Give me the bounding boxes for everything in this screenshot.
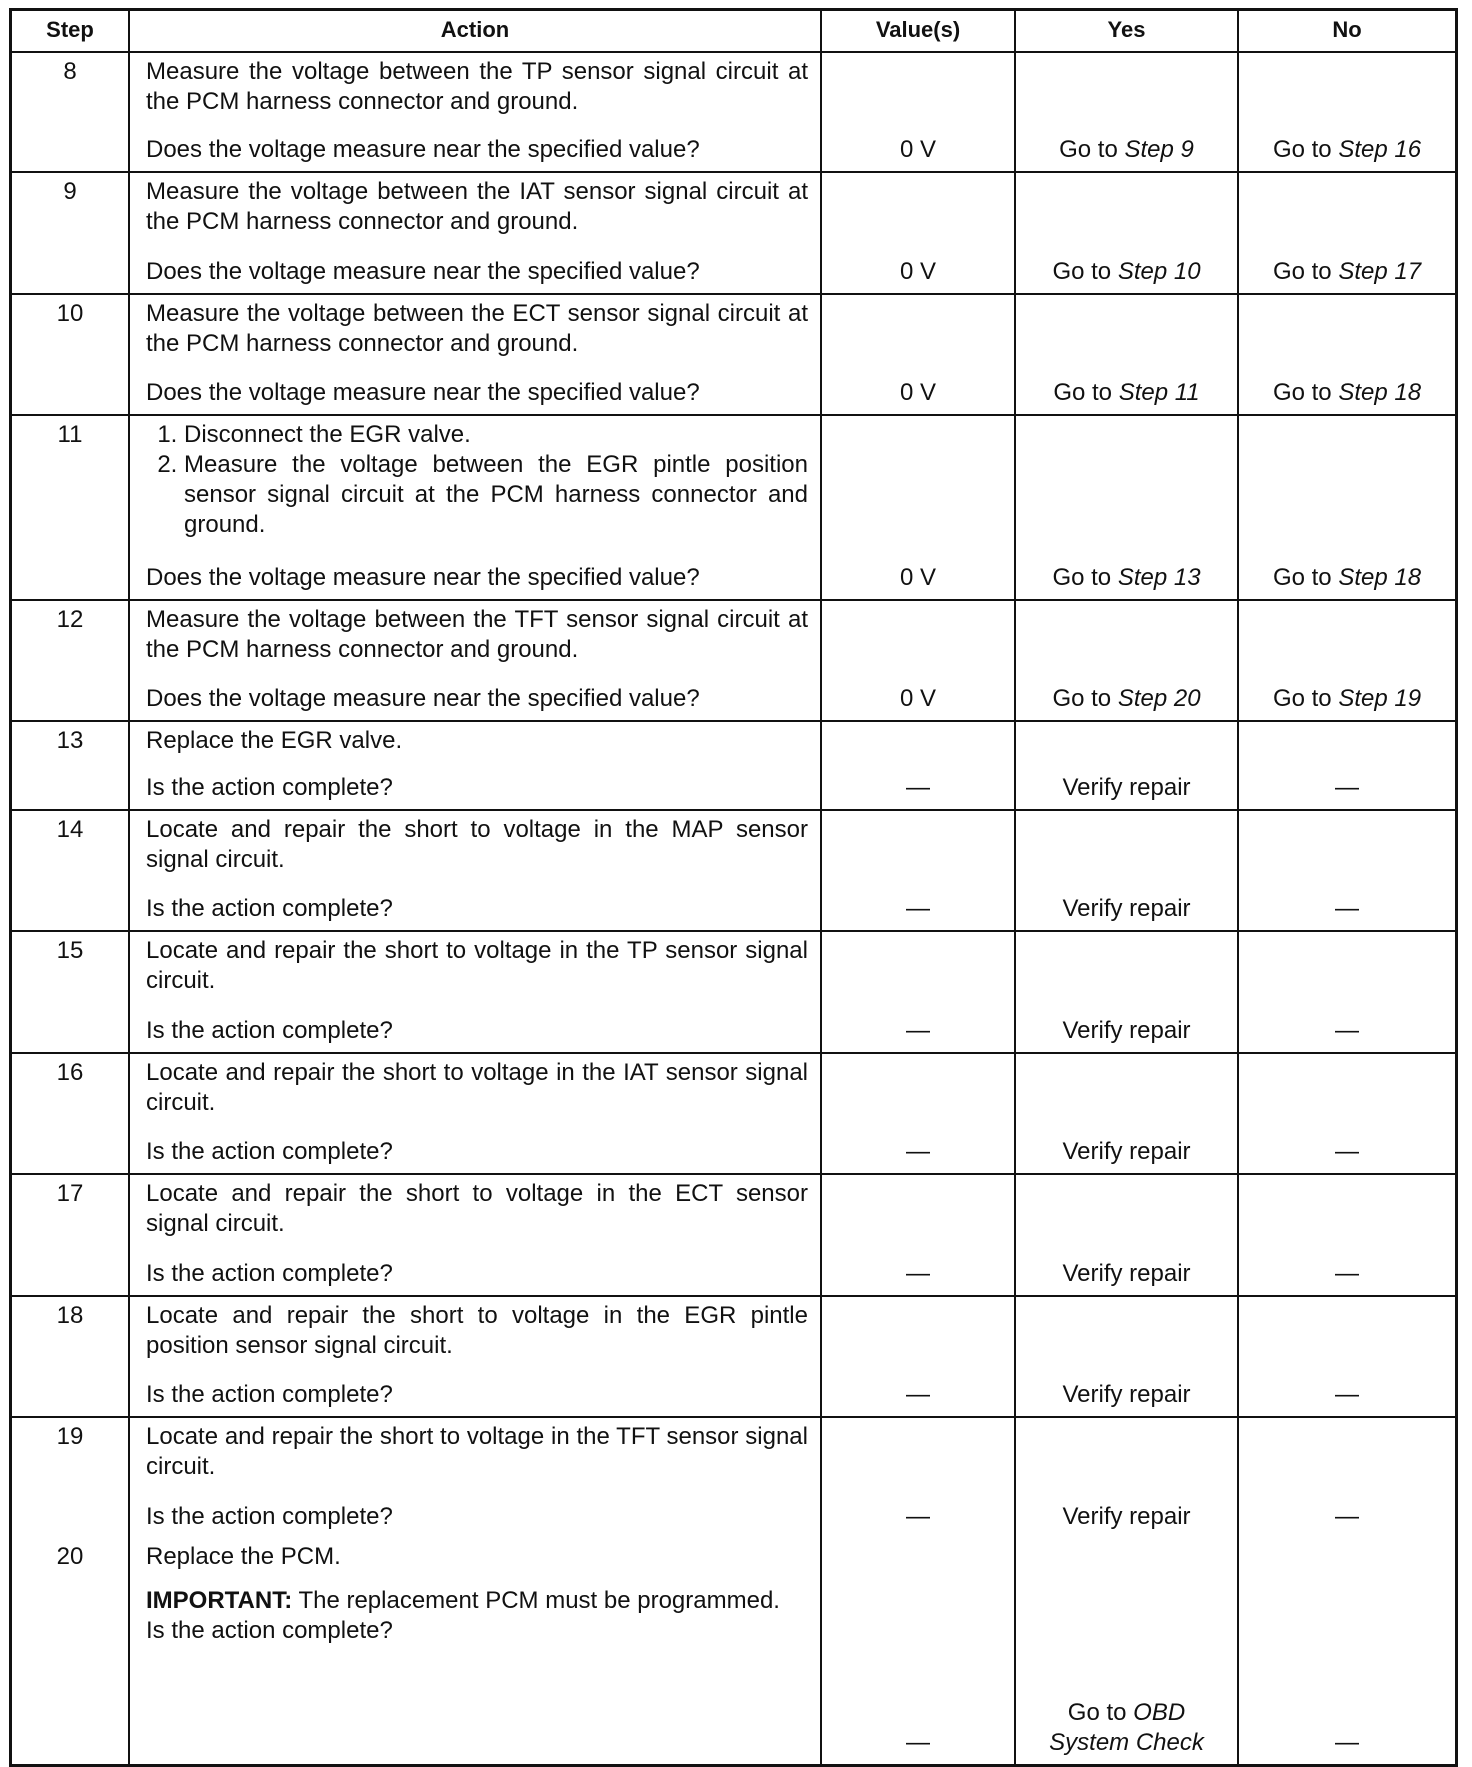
value-cell: 0 V [822,601,1016,720]
no-prefix: Go to [1272,379,1339,406]
no-cell [1239,53,1455,171]
action-description: Locate and repair the short to voltage in the ECT sensor signal circuit. [146,1180,808,1237]
action-question: Is the action complete? [146,1017,393,1044]
table-row-step-8 [12,53,1455,173]
yes-cell [1016,173,1239,293]
action-question: Does the voltage measure near the specified value? [146,379,700,406]
important-text: The replacement PCM must be programmed. [292,1587,780,1614]
action-step-item: 2. Measure the voltage between the EGR pintle position sensor signal circuit at the PCM harness connector and ground. [184,450,808,540]
value-cell: — [822,722,1016,809]
action-cell [130,1297,822,1416]
yes-cell [1016,53,1239,171]
header-action: Action [130,11,822,51]
action-cell [130,295,822,414]
yes-cell [1016,1418,1239,1538]
table-row-step-17 [12,1175,1455,1297]
yes-link[interactable]: Step 9 [1124,136,1194,163]
yes-cell [1016,1175,1239,1295]
diagnostic-table [9,8,1458,1767]
yes-link[interactable]: Step 20 [1117,685,1201,712]
no-text: — [1335,895,1359,922]
yes-prefix: Go to [1052,258,1118,285]
action-description: Locate and repair the short to voltage in the TP sensor signal circuit. [146,937,808,994]
step-number: 8 [12,53,130,171]
table-row-step-13 [12,722,1455,811]
step-number: 12 [12,601,130,720]
no-cell [1239,1297,1455,1416]
yes-prefix: Go to [1052,685,1118,712]
step-number: 13 [12,722,130,809]
action-description: Replace the EGR valve. [146,727,403,754]
table-row-step-18 [12,1297,1455,1418]
table-row-step-12 [12,601,1455,722]
action-steps [146,420,808,540]
action-description: Measure the voltage between the TFT sensor signal circuit at the PCM harness connector and ground. [146,606,808,663]
value-cell: 0 V [822,53,1016,171]
action-description: Locate and repair the short to voltage in the EGR pintle position sensor signal circuit. [146,1302,808,1359]
yes-link[interactable]: Step 13 [1117,564,1201,591]
action-question: Is the action complete? [146,1138,393,1165]
yes-cell [1016,416,1239,599]
value-cell: — [822,932,1016,1052]
table-row-step-9 [12,173,1455,295]
yes-cell [1016,295,1239,414]
action-question: Does the voltage measure near the specified value? [146,136,700,163]
yes-text: Verify repair [1062,1260,1191,1287]
table-row-step-19 [12,1418,1455,1538]
yes-prefix: Go to [1059,136,1125,163]
yes-cell [1016,1054,1239,1173]
yes-text: Verify repair [1062,1138,1191,1165]
action-cell [130,811,822,930]
yes-cell [1016,722,1239,809]
value-cell: — [822,1297,1016,1416]
value-cell: — [822,1054,1016,1173]
action-cell [130,1054,822,1173]
header-values: Value(s) [822,11,1016,51]
no-text: — [1335,1017,1359,1044]
step-number: 19 [12,1418,130,1538]
value-cell: — [822,1538,1016,1764]
yes-prefix: Go to [1053,379,1119,406]
no-cell [1239,722,1455,809]
value-cell: 0 V [822,295,1016,414]
table-row-step-10 [12,295,1455,416]
step-number: 9 [12,173,130,293]
action-cell [130,1538,822,1764]
no-prefix: Go to [1272,258,1339,285]
table-row-step-16 [12,1054,1455,1175]
value-cell: — [822,1175,1016,1295]
action-question: Is the action complete? [146,1381,393,1408]
table-header [12,11,1455,53]
action-cell [130,1175,822,1295]
no-link[interactable]: Step 18 [1338,564,1422,591]
important-note [146,1586,808,1616]
yes-link[interactable]: Step 11 [1118,379,1200,406]
step-number: 15 [12,932,130,1052]
action-description: Locate and repair the short to voltage in the IAT sensor signal circuit. [146,1059,808,1116]
yes-cell [1016,601,1239,720]
action-cell [130,722,822,809]
no-text: — [1335,774,1359,801]
no-link[interactable]: Step 18 [1338,379,1422,406]
action-question: Is the action complete? [146,895,393,922]
yes-text: Verify repair [1062,1017,1191,1044]
no-cell [1239,173,1455,293]
no-link[interactable]: Step 19 [1338,685,1422,712]
no-cell [1239,811,1455,930]
table-row-step-14 [12,811,1455,932]
no-link[interactable]: Step 17 [1338,258,1422,285]
action-cell [130,173,822,293]
no-cell [1239,932,1455,1052]
yes-text: Verify repair [1062,1503,1191,1530]
value-cell: — [822,1418,1016,1538]
step-number: 14 [12,811,130,930]
step-number: 11 [12,416,130,599]
yes-cell [1016,1538,1239,1764]
no-text: — [1335,1503,1359,1530]
value-cell: — [822,811,1016,930]
no-cell [1239,295,1455,414]
no-text: — [1335,1260,1359,1287]
action-description: Measure the voltage between the IAT sensor signal circuit at the PCM harness connector and ground. [146,178,808,235]
action-step-item: 1. Disconnect the EGR valve. [184,420,808,450]
action-question: Is the action complete? [146,774,393,801]
action-question: Does the voltage measure near the specified value? [146,685,700,712]
header-yes: Yes [1016,11,1239,51]
table-row-step-20 [12,1538,1455,1764]
step-number: 20 [12,1538,130,1764]
step-number: 16 [12,1054,130,1173]
action-description: Measure the voltage between the TP sensor signal circuit at the PCM harness connector and ground. [146,58,808,115]
action-cell [130,932,822,1052]
no-link[interactable]: Step 16 [1338,136,1422,163]
action-question: Does the voltage measure near the specified value? [146,564,700,591]
header-step: Step [12,11,130,51]
yes-text: Verify repair [1062,1381,1191,1408]
yes-prefix: Go to [1067,1699,1134,1726]
yes-cell [1016,1297,1239,1416]
step-number: 18 [12,1297,130,1416]
yes-text: Verify repair [1062,774,1191,801]
no-cell: — [1335,1729,1359,1756]
yes-text: Verify repair [1062,895,1191,922]
table-row-step-11 [12,416,1455,601]
no-cell [1239,1054,1455,1173]
action-question: Is the action complete? [146,1503,393,1530]
yes-cell [1016,932,1239,1052]
yes-cell [1016,811,1239,930]
header-no: No [1332,17,1362,42]
step-number: 17 [12,1175,130,1295]
no-cell [1239,416,1455,599]
action-description: Locate and repair the short to voltage in the TFT sensor signal circuit. [146,1423,808,1480]
no-cell [1239,1418,1455,1538]
value-cell: 0 V [822,416,1016,599]
yes-link[interactable]: Step 10 [1117,258,1201,285]
action-description: Locate and repair the short to voltage in the MAP sensor signal circuit. [146,816,808,873]
action-cell [130,601,822,720]
action-question: Does the voltage measure near the specified value? [146,258,700,285]
no-prefix: Go to [1272,685,1339,712]
no-prefix: Go to [1272,136,1339,163]
action-question: Is the action complete? [146,1617,393,1644]
action-cell [130,53,822,171]
action-question: Is the action complete? [146,1260,393,1287]
action-description: Measure the voltage between the ECT sensor signal circuit at the PCM harness connector and ground. [146,300,808,357]
yes-prefix: Go to [1052,564,1118,591]
yes-link-2[interactable]: System Check [1049,1729,1204,1756]
no-text: — [1335,1138,1359,1165]
no-cell [1239,601,1455,720]
table-row-step-15 [12,932,1455,1054]
yes-link[interactable]: OBD [1133,1699,1186,1726]
action-cell [130,1418,822,1538]
important-label: IMPORTANT: [146,1587,293,1614]
value-cell: 0 V [822,173,1016,293]
action-description: Replace the PCM. [146,1543,341,1570]
step-number: 10 [12,295,130,414]
no-text: — [1335,1381,1359,1408]
no-cell [1239,1175,1455,1295]
action-cell [130,416,822,599]
no-prefix: Go to [1272,564,1339,591]
